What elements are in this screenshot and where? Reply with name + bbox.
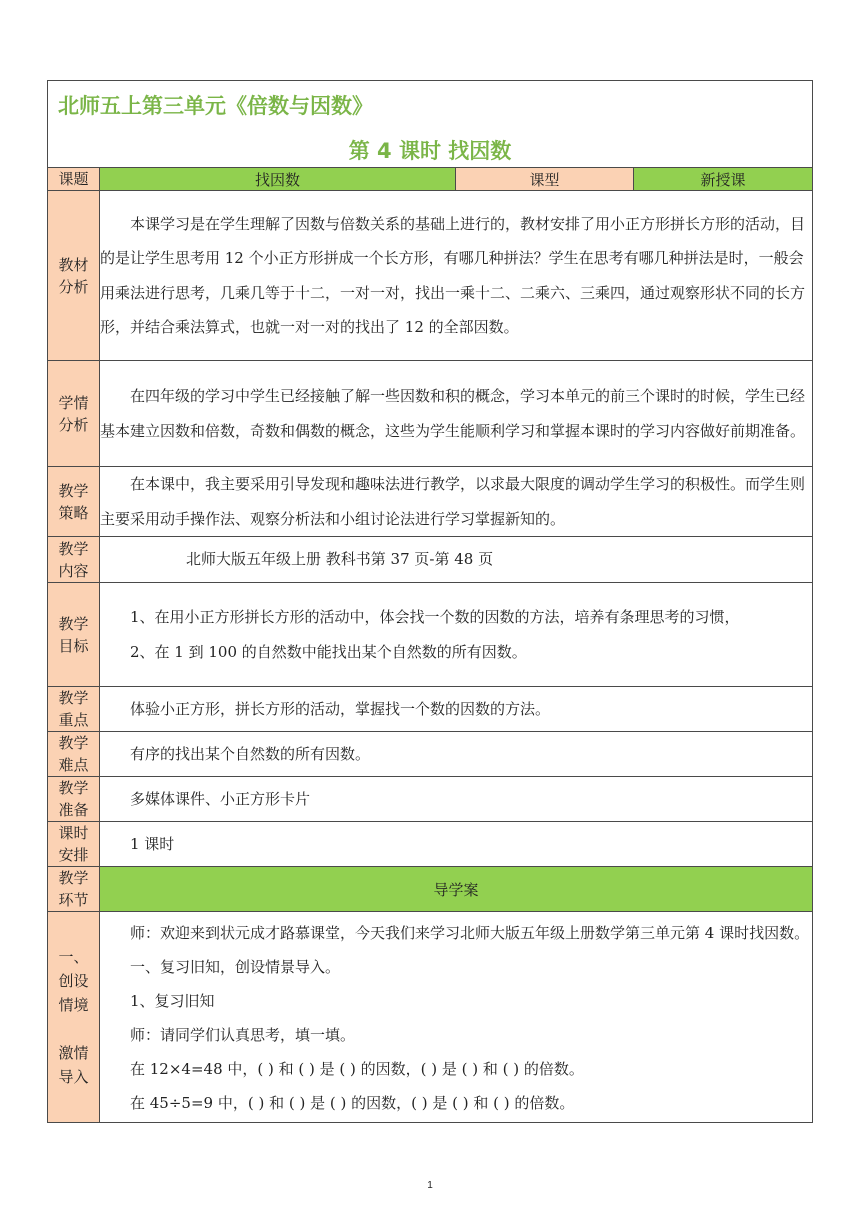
intro-label-text: 一、 创设 情境 激情 导入: [58, 948, 89, 1086]
title-cell: [48, 81, 813, 168]
section-label: [48, 191, 100, 361]
section-label-text: 教学 准备: [58, 779, 89, 819]
section-label-text: 学情 分析: [58, 393, 89, 434]
section-paragraph: 体验小正方形，拼长方形的活动，掌握找一个数的因数的方法。: [130, 699, 551, 718]
intro-paragraph: 在 12×4=48 中，( ) 和 ( ) 是 ( ) 的因数，( ) 是 ( ) 和 ( ) 的倍数。: [130, 1060, 584, 1078]
section-label: [48, 537, 100, 583]
section-paragraph: 多媒体课件、小正方形卡片: [130, 789, 311, 808]
intro-content: [100, 912, 813, 1123]
section-row: [48, 361, 813, 467]
section-label-text: 教学 策略: [58, 481, 89, 522]
section-label-text: 教学 内容: [58, 539, 89, 580]
section-row: [48, 777, 813, 822]
lesson-title: 第 4 课时 找因数: [348, 139, 512, 163]
section-content: [100, 361, 813, 467]
section-paragraph: 北师大版五年级上册 教科书第 37 页-第 48 页: [186, 550, 494, 569]
section-label-text: 教材 分析: [58, 255, 89, 296]
section-row: [48, 732, 813, 777]
section-paragraph: 在本课中，我主要采用引导发现和趣味法进行教学，以求最大限度的调动学生学习的积极性。而学生则主要采用动手操作法、观察分析法和小组讨论法进行学习掌握新知的。: [100, 475, 806, 528]
intro-paragraph: 在 45÷5=9 中，( ) 和 ( ) 是 ( ) 的因数，( ) 是 ( ) 和 ( ) 的倍数。: [130, 1094, 575, 1112]
section-content: [100, 583, 813, 687]
stage-label: [48, 867, 100, 912]
section-paragraph: 1、在用小正方形拼长方形的活动中，体会找一个数的因数的方法，培养有条理思考的习惯，: [130, 608, 740, 626]
section-label: [48, 583, 100, 687]
section-label-text: 课时 安排: [58, 824, 89, 864]
lesson-plan-table: [47, 80, 813, 1123]
section-content: [100, 687, 813, 732]
section-paragraph: 有序的找出某个自然数的所有因数。: [130, 744, 371, 763]
section-label-text: 教学 目标: [58, 614, 89, 655]
section-row: [48, 191, 813, 361]
intro-paragraph: 1、复习旧知: [130, 992, 215, 1010]
intro-paragraph: 师：欢迎来到状元成才路慕课堂，今天我们来学习北师大版五年级上册数学第三单元第 4 课时找因数。: [130, 924, 810, 942]
unit-title: 北师五上第三单元《倍数与因数》: [58, 94, 373, 118]
stage-value: 导学案: [100, 867, 813, 912]
page-number: 1: [427, 1180, 433, 1191]
section-content: [100, 777, 813, 822]
section-row: [48, 583, 813, 687]
intro-paragraph: 师：请同学们认真思考，填一填。: [130, 1026, 356, 1044]
section-paragraph: 1 课时: [130, 834, 175, 853]
section-content: [100, 537, 813, 583]
section-label: [48, 467, 100, 537]
stage-label-text: 教学 环节: [58, 869, 89, 909]
intro-label: [48, 912, 100, 1123]
section-label: [48, 822, 100, 867]
section-content: [100, 732, 813, 777]
section-content: [100, 822, 813, 867]
section-paragraph: 2、在 1 到 100 的自然数中能找出某个自然数的所有因数。: [130, 642, 527, 661]
section-paragraph: 本课学习是在学生理解了因数与倍数关系的基础上进行的，教材安排了用小正方形拼长方形的活动，目的是让学生思考用 12 个小正方形拼成一个长方形，有哪几种拼法？学生在思考有哪几种拼法是时，一般会用乘法进行思考，几乘几等于十二，一对一对，找出一乘十二、二乘六、三乘四，通过观察形状不同的长方形，并结合乘法算式，也就一对一对的找出了 12 的全部因数。: [100, 214, 806, 336]
topic-label: 课题: [48, 168, 100, 191]
section-row: [48, 687, 813, 732]
intro-paragraph: 一、复习旧知，创设情景导入。: [130, 958, 341, 976]
section-label: [48, 777, 100, 822]
section-label-text: 教学 难点: [58, 734, 89, 774]
section-paragraph: 在四年级的学习中学生已经接触了解一些因数和积的概念，学习本单元的前三个课时的时候，学生已经基本建立因数和倍数，奇数和偶数的概念，这些为学生能顺利学习和掌握本课时的学习内容做好前期准备。: [100, 387, 806, 440]
lesson-type-label: 课型: [456, 168, 634, 191]
section-row: [48, 822, 813, 867]
section-content: [100, 467, 813, 537]
sections-body: [48, 191, 813, 867]
section-label-text: 教学 重点: [58, 689, 89, 729]
section-row: [48, 467, 813, 537]
section-label: [48, 687, 100, 732]
section-label: [48, 361, 100, 467]
section-label: [48, 732, 100, 777]
topic-value: 找因数: [100, 168, 456, 191]
section-content: [100, 191, 813, 361]
lesson-type-value: 新授课: [634, 168, 813, 191]
section-row: [48, 537, 813, 583]
